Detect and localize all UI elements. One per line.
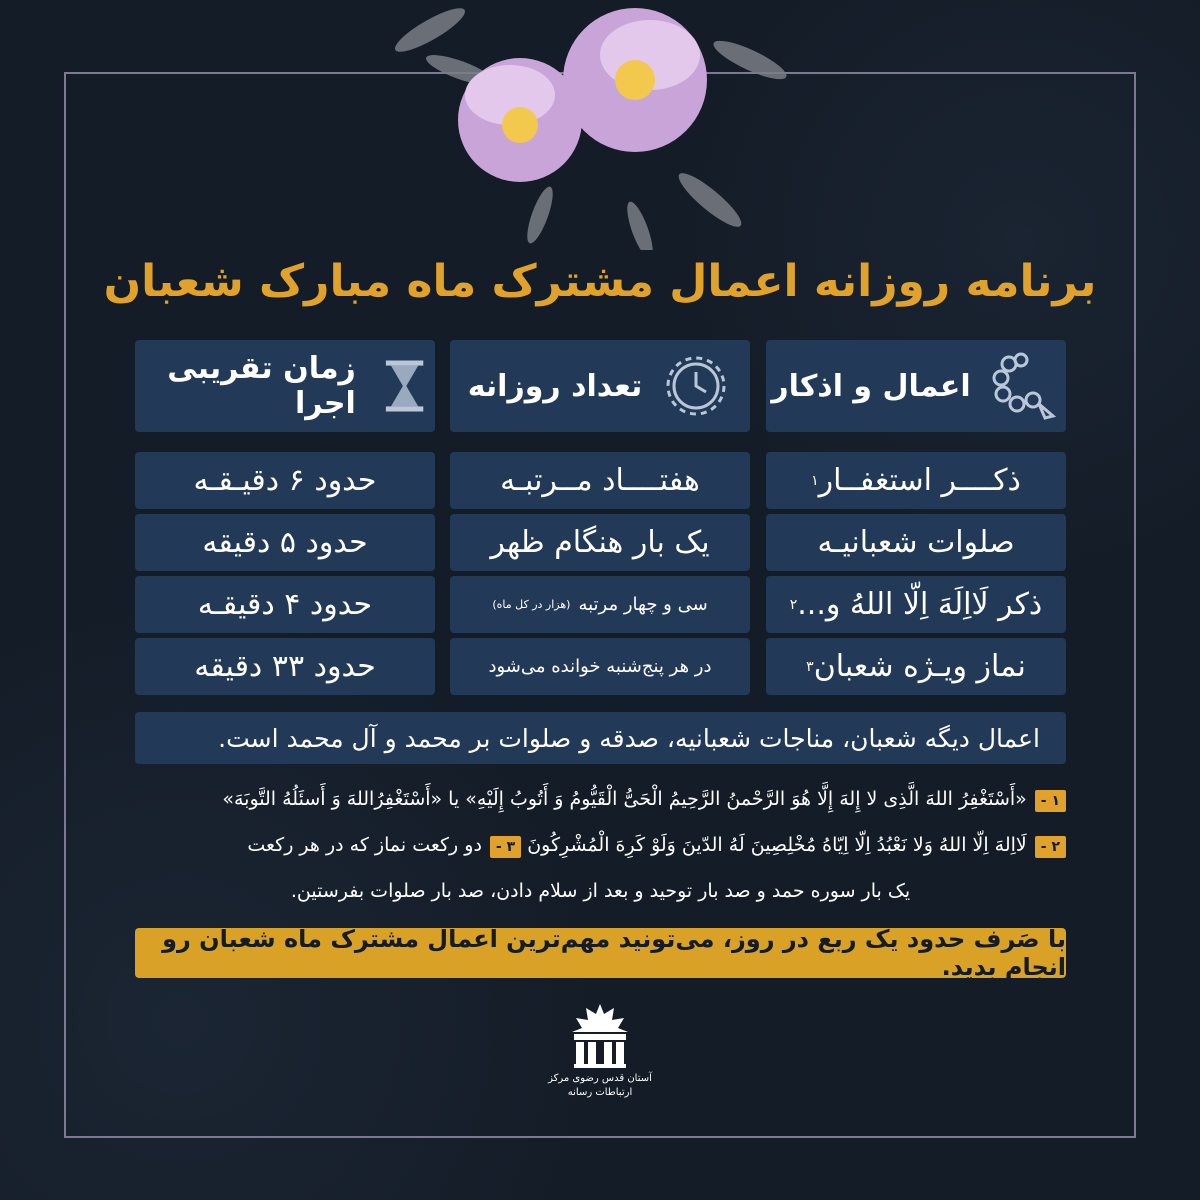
- row4-time: حدود ۳۳ دقیقه: [135, 638, 435, 695]
- row2-count: یک بار هنگام ظهر: [450, 514, 750, 571]
- row3-count: سی و چهار مرتبه (هزار در کل ماه): [450, 576, 750, 633]
- note-2: ۲ -لَااِلهَ اِلّا اللهُ وَلا نَعْبُدُ اِلّا اِیّاهُ مُخْلِصِینَ لَهُ الدّینَ وَلَوْ کَرِهَ الْمُشْرِکُونَ ۳ -دو رکعت نماز که در هر رکعت: [135, 830, 1066, 860]
- highlight-banner: با صَرف حدود یک ربع در روز، می‌تونید مهم‌ترین اعمال مشترک ماه شعبان رو انجام بدید.: [135, 928, 1066, 978]
- row2-amal: صلوات شعبانیـه: [766, 514, 1066, 571]
- row1-amal: ذکــــر استغفــار ۱: [766, 452, 1066, 509]
- row4-amal: نماز ویـژه شعبان ۳: [766, 638, 1066, 695]
- hourglass-icon: [374, 350, 435, 422]
- header-amal-label: اعمال و اذکار: [771, 368, 971, 404]
- logo-text: آستان قدس رضوی مرکز ارتباطات رسانه: [548, 1073, 652, 1098]
- flower-illustration: [390, 0, 810, 250]
- other-acts: اعمال دیگه شعبان، مناجات شعبانیه، صدقه و صلوات بر محمد و آل محمد است.: [135, 712, 1066, 764]
- astan-quds-logo: [564, 1000, 636, 1080]
- row3-time: حدود ۴ دقیقـه: [135, 576, 435, 633]
- header-count-label: تعداد روزانه: [467, 368, 643, 404]
- prayer-beads-icon: [989, 350, 1061, 422]
- note-3: یک بار سوره حمد و صد بار توحید و بعد از سلام دادن، صد بار صلوات بفرستین.: [290, 880, 911, 902]
- header-count: [450, 340, 750, 432]
- row3-amal: ذکر لَااِلَهَ اِلّا اللهُ و... ۲: [766, 576, 1066, 633]
- header-time: [135, 340, 435, 432]
- row1-count: هفتــــاد مــرتبـه: [450, 452, 750, 509]
- note-1: ۱ -«أَسْتَغْفِرُ اللهَ الَّذِی لا إِلهَ إِلَّا هُوَ الرَّحْمنُ الرَّحِیمُ الْحَیُّ الْقَیُّومُ وَ أَتُوبُ إِلَیْهِ» یا «أَسْتَغْفِرُاللهَ وَ أَسئَلُهُ التَّوبَهَ»: [135, 784, 1066, 814]
- header-amal: [766, 340, 1066, 432]
- header-time-label: زمان تقریبی اجرا: [167, 351, 356, 421]
- row1-time: حدود ۶ دقیـقـه: [135, 452, 435, 509]
- page-title: برنامه روزانه اعمال مشترک ماه مبارک شعبان: [103, 256, 1097, 307]
- row2-time: حدود ۵ دقیقه: [135, 514, 435, 571]
- clock-icon: [660, 350, 732, 422]
- row4-count: در هر پنج‌شنبه خوانده می‌شود: [450, 638, 750, 695]
